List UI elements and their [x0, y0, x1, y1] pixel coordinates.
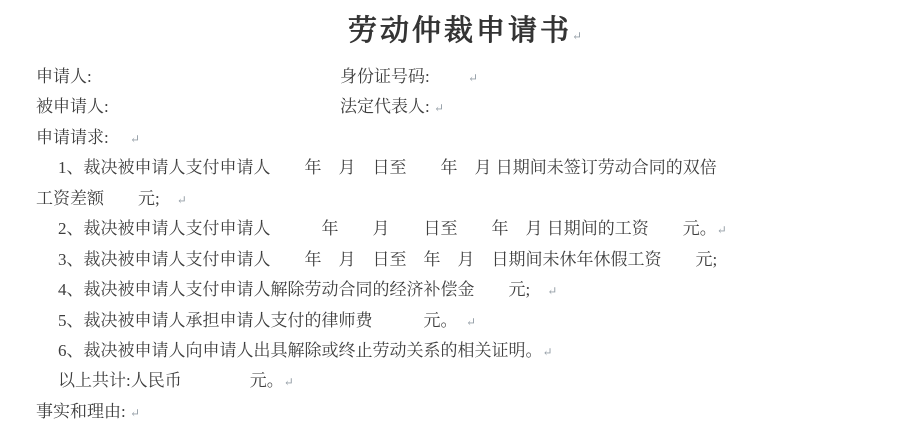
claim-item-3-text: 3、裁决被申请人支付申请人 年 月 日至 年 月 日期间未休年休假工资 元;	[58, 249, 718, 269]
paragraph-mark-icon: ↵	[547, 284, 558, 299]
claims-total-text: 以上共计:人民币 元。	[58, 371, 284, 391]
paragraph-mark-icon: ↵	[716, 223, 727, 238]
claim-item-1-text-part-2: 工资差额 元;	[36, 188, 177, 208]
claim-item-4-text: 4、裁决被申请人支付申请人解除劳动合同的经济补偿金 元;	[58, 280, 548, 300]
paragraph-mark-icon: ↵	[129, 131, 141, 146]
facts-heading-line	[36, 397, 894, 427]
claim-item-5-line	[36, 306, 894, 336]
claim-item-1-line-2	[36, 184, 894, 214]
paragraph-mark-icon: ↵	[466, 314, 477, 329]
paragraph-mark-icon: ↵	[467, 71, 479, 85]
document-title-row	[36, 10, 894, 62]
paragraph-mark-icon: ↵	[433, 101, 445, 116]
respondent-label: 被申请人:	[36, 97, 109, 117]
claims-heading: 申请请求:	[36, 127, 130, 147]
applicant-line	[36, 62, 894, 92]
claim-item-2-text: 2、裁决被申请人支付申请人 年 月 日至 年 月 日期间的工资 元。	[58, 219, 717, 239]
claims-heading-line	[36, 123, 894, 153]
facts-heading: 事实和理由:	[36, 401, 130, 421]
paragraph-mark-icon: ↵	[283, 375, 294, 390]
claim-item-4-line	[36, 275, 894, 305]
document-title: 劳动仲裁申请书	[347, 15, 572, 47]
respondent-line	[36, 92, 894, 122]
claim-item-2-line	[36, 214, 894, 244]
claims-total-line	[36, 366, 894, 396]
claim-item-6-line	[36, 336, 894, 366]
paragraph-mark-icon: ↵	[176, 192, 187, 207]
claim-item-1-text-part-1: 1、裁决被申请人支付申请人 年 月 日至 年 月 日期间未签订劳动合同的双倍	[58, 158, 717, 178]
applicant-label: 申请人:	[36, 67, 92, 86]
paragraph-mark-icon: ↵	[571, 29, 583, 43]
id-number-field	[340, 62, 478, 93]
id-number-label: 身份证号码:	[340, 67, 468, 86]
claim-item-6-text: 6、裁决被申请人向申请人出具解除或终止劳动关系的相关证明。	[58, 340, 543, 360]
legal-representative-field	[340, 92, 444, 123]
paragraph-mark-icon: ↵	[129, 405, 141, 420]
legal-representative-label: 法定代表人:	[340, 97, 434, 117]
claim-item-1-line-1	[36, 153, 894, 183]
claim-item-5-text: 5、裁决被申请人承担申请人支付的律师费 元。	[58, 310, 466, 330]
claim-item-3-line	[36, 245, 894, 275]
paragraph-mark-icon: ↵	[542, 344, 553, 359]
